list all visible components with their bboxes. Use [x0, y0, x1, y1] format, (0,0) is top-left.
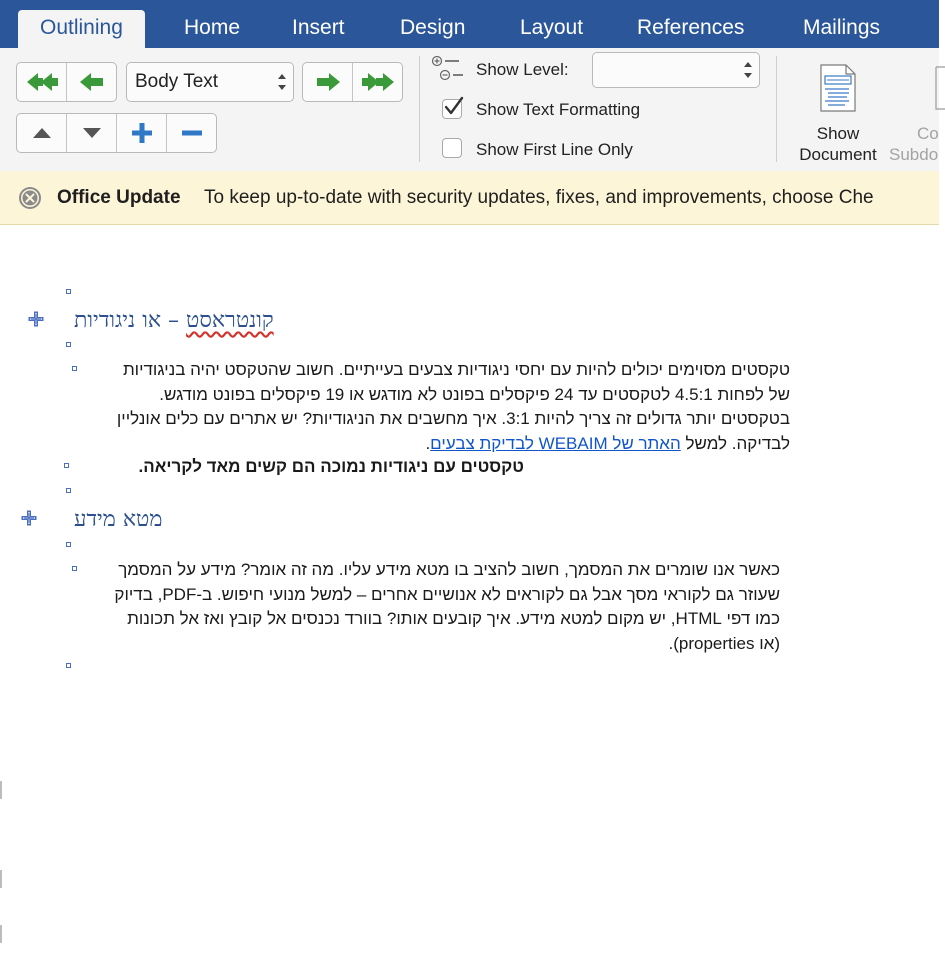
- margin-mark: [0, 925, 2, 943]
- body-paragraph-bullet: [72, 566, 77, 571]
- move-down-button[interactable]: [67, 114, 117, 152]
- show-level-icon: [431, 55, 465, 83]
- low-contrast-warning: טקסטים עם ניגודיות נמוכה הם קשים מאד לקריאה.: [138, 457, 524, 476]
- margin-mark: [0, 870, 2, 888]
- move-expand-group: [16, 113, 217, 153]
- ribbon-tab-bar: [0, 0, 939, 48]
- expand-heading-icon[interactable]: [21, 510, 37, 526]
- tab-references[interactable]: References: [637, 16, 745, 39]
- empty-paragraph-bullet: [66, 342, 71, 347]
- contrast-paragraph-end: .: [425, 433, 431, 453]
- ribbon-divider: [419, 56, 420, 162]
- plus-icon: [131, 122, 153, 144]
- heading-contrast: [74, 307, 274, 333]
- collapse-subdocuments-button[interactable]: [889, 62, 939, 166]
- tab-mailings[interactable]: Mailings: [803, 16, 881, 39]
- promote-to-heading1-button[interactable]: [17, 63, 67, 101]
- move-up-button[interactable]: [17, 114, 67, 152]
- tab-insert[interactable]: Insert: [292, 16, 345, 39]
- outline-level-value: Body Text: [135, 71, 219, 92]
- empty-paragraph-bullet: [66, 289, 71, 294]
- checkmark-icon: [442, 96, 464, 118]
- show-level-label: Show Level:: [476, 60, 569, 79]
- outline-level-select[interactable]: [126, 62, 294, 102]
- show-document-label-2: Document: [799, 145, 877, 164]
- up-down-chevron-icon: [743, 59, 753, 81]
- collapse-button[interactable]: [167, 114, 216, 152]
- tab-home[interactable]: Home: [184, 16, 241, 39]
- triangle-up-icon: [32, 126, 52, 140]
- show-text-formatting-label: Show Text Formatting: [476, 100, 641, 119]
- infobar-title: Office Update: [57, 187, 181, 208]
- double-arrow-left-icon: [25, 71, 59, 93]
- empty-paragraph-bullet: [66, 488, 71, 493]
- show-text-formatting-checkbox[interactable]: [442, 99, 462, 119]
- show-document-button[interactable]: [788, 62, 888, 166]
- body-paragraph-bullet: [72, 366, 77, 371]
- empty-paragraph-bullet: [66, 663, 71, 668]
- ribbon: [0, 48, 939, 172]
- document-icon: [819, 64, 857, 112]
- expand-button[interactable]: [117, 114, 167, 152]
- webaim-link[interactable]: האתר של WEBAIM לבדיקת צבעים: [430, 433, 681, 453]
- contrast-paragraph-text: טקסטים מסוימים יכולים להיות עם יחסי ניגודיות צבעים בעייתיים. חשוב שהטקסט יהיה בניגודיות של לפחות 4.5:1 לטקסטים עד 24 פיקסלים בפונט לא מודגש או 19 פיקסלים בפונט מודגש. בטקסטים יותר גדולים זה צריך להיות 3:1. איך מחשבים את הניגודיות? יש אתרים עם כלים אונליין לבדיקה. למשל: [116, 360, 790, 453]
- arrow-left-icon: [79, 71, 105, 93]
- tab-outlining[interactable]: Outlining: [18, 10, 145, 48]
- metadata-paragraph: כאשר אנו שומרים את המסמך, חשוב להציב בו מטא מידע עליו. מה זה אומר? מידע על המסמך שעוזר גם לקוראי מסך אבל גם לקוראים לא אנושיים אחרים – למשל מנועי חיפוש. ב-PDF, בדיוק כמו דפי HTML, יש מקום למטא מידע. איך קובעים אותו? בוורד נכנסים אל קובץ ואז אל תכונות (או properties).: [114, 560, 780, 653]
- triangle-down-icon: [82, 126, 102, 140]
- show-first-line-only-label: Show First Line Only: [476, 140, 633, 159]
- collapse-subdocuments-label-1: Co: [917, 124, 939, 143]
- heading-contrast-rest: – או ניגודיות: [74, 308, 187, 333]
- infobar-message: To keep up-to-date with security updates, fixes, and improvements, choose Che: [204, 187, 874, 208]
- heading-contrast-word: קונטראסט: [186, 308, 274, 333]
- arrow-right-icon: [315, 71, 341, 93]
- promote-button[interactable]: [67, 63, 116, 101]
- demote-group: [302, 62, 403, 102]
- show-level-select[interactable]: [592, 52, 760, 88]
- margin-mark: [0, 781, 2, 799]
- ribbon-divider: [776, 56, 777, 162]
- minus-icon: [181, 122, 203, 144]
- show-first-line-only-checkbox[interactable]: [442, 138, 462, 158]
- promote-group: [16, 62, 117, 102]
- demote-button[interactable]: [303, 63, 353, 101]
- close-circle-icon[interactable]: [18, 186, 42, 210]
- show-document-label-1: Show: [816, 124, 860, 143]
- tab-design[interactable]: Design: [400, 16, 466, 39]
- up-down-chevron-icon: [277, 71, 287, 93]
- tab-layout[interactable]: Layout: [520, 16, 584, 39]
- body-paragraph-bullet: [64, 463, 69, 468]
- expand-heading-icon[interactable]: [28, 311, 44, 327]
- heading-metadata: מטא מידע: [74, 507, 163, 532]
- collapse-subdocuments-label-2: Subdo: [889, 145, 939, 164]
- empty-paragraph-bullet: [66, 542, 71, 547]
- subdocument-icon: [935, 66, 945, 110]
- double-arrow-right-icon: [361, 71, 395, 93]
- document-area[interactable]: [0, 225, 939, 962]
- demote-to-body-text-button[interactable]: [353, 63, 402, 101]
- contrast-paragraph: [104, 358, 790, 456]
- office-update-bar: [0, 171, 939, 225]
